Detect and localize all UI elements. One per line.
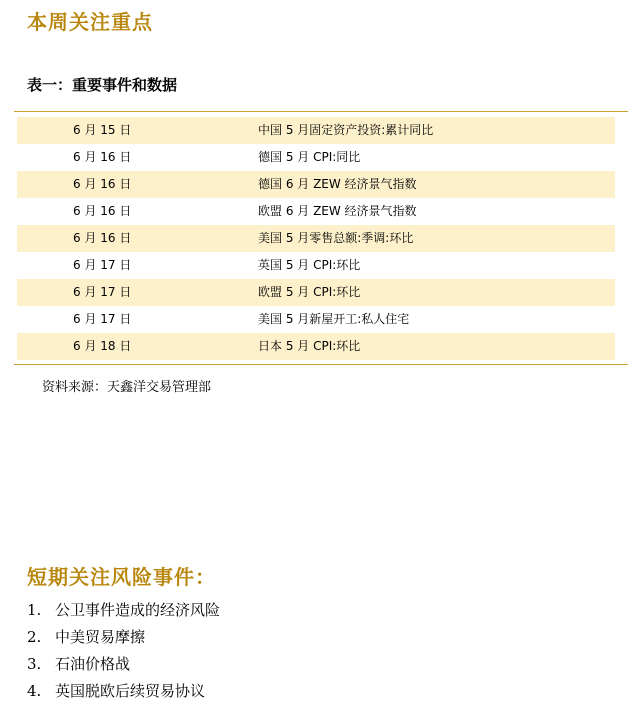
table-title: 表一：重要事件和数据 (27, 76, 178, 94)
list-item (27, 678, 220, 705)
risk-event-list (27, 597, 220, 705)
table-cell-date: 6 月 16 日 (73, 150, 132, 164)
table-cell-event: 中国 5 月固定资产投资:累计同比 (258, 123, 434, 137)
table-cell-date: 6 月 18 日 (73, 339, 132, 353)
table-cell-date: 6 月 17 日 (73, 285, 132, 299)
table-cell-date: 6 月 17 日 (73, 312, 132, 326)
list-item-number: 2. (27, 628, 42, 646)
list-item-number: 4. (27, 682, 42, 700)
table-row (17, 306, 615, 333)
list-item (27, 597, 220, 624)
table-cell-event: 日本 5 月 CPI:环比 (258, 339, 361, 353)
list-item (27, 651, 220, 678)
table-cell-event: 德国 5 月 CPI:同比 (258, 150, 361, 164)
table-bottom-rule (14, 364, 628, 365)
list-item-number: 1. (27, 601, 42, 619)
list-item-text: 公卫事件造成的经济风险 (55, 601, 221, 619)
table-row (17, 171, 615, 198)
list-item-text: 石油价格战 (55, 655, 131, 673)
table-top-rule (14, 111, 628, 112)
list-item (27, 624, 220, 651)
table-cell-date: 6 月 16 日 (73, 204, 132, 218)
list-item-number: 3. (27, 655, 42, 673)
data-source-note: 资料来源：天鑫洋交易管理部 (42, 380, 212, 395)
table-row (17, 117, 615, 144)
table-row (17, 333, 615, 360)
section-title-risk-events: 短期关注风险事件： (27, 565, 216, 589)
table-row (17, 144, 615, 171)
table-cell-date: 6 月 17 日 (73, 258, 132, 272)
section-title-weekly-focus: 本周关注重点 (27, 10, 153, 34)
table-cell-event: 美国 5 月零售总额:季调:环比 (258, 231, 414, 245)
table-cell-date: 6 月 16 日 (73, 231, 132, 245)
events-table (17, 117, 615, 360)
table-cell-event: 英国 5 月 CPI:环比 (258, 258, 361, 272)
table-cell-date: 6 月 16 日 (73, 177, 132, 191)
list-item-text: 中美贸易摩擦 (55, 628, 146, 646)
list-item-text: 英国脱欧后续贸易协议 (55, 682, 206, 700)
table-row (17, 198, 615, 225)
table-row (17, 252, 615, 279)
table-row (17, 225, 615, 252)
table-row (17, 279, 615, 306)
table-cell-event: 美国 5 月新屋开工:私人住宅 (258, 312, 410, 326)
table-cell-event: 德国 6 月 ZEW 经济景气指数 (258, 177, 417, 191)
table-cell-event: 欧盟 6 月 ZEW 经济景气指数 (258, 204, 417, 218)
table-cell-date: 6 月 15 日 (73, 123, 132, 137)
table-cell-event: 欧盟 5 月 CPI:环比 (258, 285, 361, 299)
